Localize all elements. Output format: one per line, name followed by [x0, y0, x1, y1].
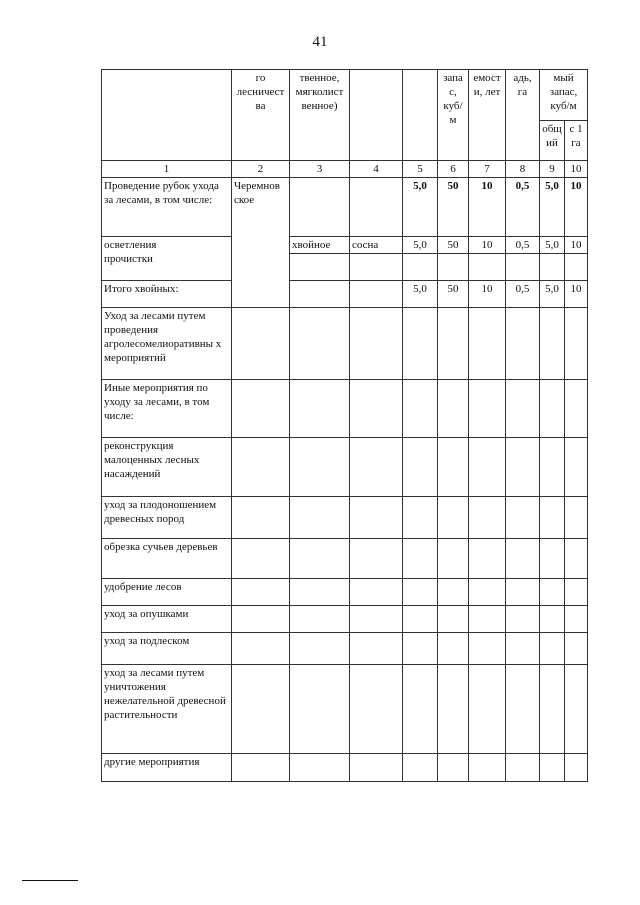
table-row [102, 438, 588, 497]
header-cell-10: с 1 га [565, 121, 588, 161]
cell [232, 633, 290, 665]
cell [438, 539, 469, 579]
cell [565, 380, 588, 438]
table-row [102, 606, 588, 633]
cell-value: 50 [438, 237, 469, 254]
cell [469, 254, 506, 281]
header-cell-3: твенное, мягколист венное) [290, 70, 350, 161]
colnum-10: 10 [565, 161, 588, 178]
cell [565, 254, 588, 281]
cell-value: 5,0 [540, 178, 565, 237]
footnote-rule [22, 880, 78, 881]
cell-value: 50 [438, 281, 469, 308]
cell [438, 254, 469, 281]
cell [565, 633, 588, 665]
cell [403, 754, 438, 782]
cell [350, 579, 403, 606]
cell-value: сосна [350, 237, 403, 254]
cell-value: 0,5 [506, 178, 540, 237]
cell-value: 0,5 [506, 237, 540, 254]
header-cell-6: запа с, куб/ м [438, 70, 469, 161]
cell-value: 5,0 [540, 237, 565, 254]
row-label: обрезка сучьев деревьев [102, 539, 232, 579]
cell [438, 438, 469, 497]
colnum-3: 3 [290, 161, 350, 178]
colnum-6: 6 [438, 161, 469, 178]
cell [403, 254, 438, 281]
table-row [102, 539, 588, 579]
cell [469, 380, 506, 438]
cell [506, 579, 540, 606]
row-label: уход за плодоношением древесных пород [102, 497, 232, 539]
cell [290, 539, 350, 579]
cell [350, 308, 403, 380]
cell-value: 5,0 [540, 281, 565, 308]
cell [290, 254, 350, 281]
cell [350, 665, 403, 754]
cell [350, 606, 403, 633]
cell-value: 10 [469, 281, 506, 308]
colnum-4: 4 [350, 161, 403, 178]
colnum-7: 7 [469, 161, 506, 178]
cell [403, 579, 438, 606]
row-label: Иные мероприятия по уходу за лесами, в том числе: [102, 380, 232, 438]
table-row [102, 308, 588, 380]
cell [540, 380, 565, 438]
cell-value: 10 [565, 237, 588, 254]
cell [350, 633, 403, 665]
row-label: Проведение рубок ухода за лесами, в том числе: [102, 178, 232, 237]
row-label: Итого хвойных: [102, 281, 232, 308]
cell-value: 10 [565, 178, 588, 237]
cell [506, 254, 540, 281]
cell [350, 438, 403, 497]
table-row [102, 497, 588, 539]
row-label: уход за подлеском [102, 633, 232, 665]
cell [565, 497, 588, 539]
table-row [102, 281, 588, 308]
header-cell-7: емост и, лет [469, 70, 506, 161]
row-label: Уход за лесами путем проведения агролесомелиоративны х мероприятий [102, 308, 232, 380]
cell [232, 539, 290, 579]
cell [350, 281, 403, 308]
cell [540, 606, 565, 633]
cell [290, 281, 350, 308]
cell [438, 380, 469, 438]
cell [290, 579, 350, 606]
colnum-2: 2 [232, 161, 290, 178]
header-cell-9-10: мый запас, куб/м [540, 70, 588, 121]
cell [540, 633, 565, 665]
cell [232, 380, 290, 438]
cell [350, 178, 403, 237]
colnum-8: 8 [506, 161, 540, 178]
cell [540, 754, 565, 782]
table-row [102, 579, 588, 606]
cell [469, 606, 506, 633]
table-row [102, 237, 588, 254]
cell [540, 665, 565, 754]
row-label: уход за опушками [102, 606, 232, 633]
row-label: уход за лесами путем уничтожения нежелательной древесной растительности [102, 665, 232, 754]
cell [565, 438, 588, 497]
table-row [102, 633, 588, 665]
cell [438, 606, 469, 633]
cell [540, 539, 565, 579]
cell [232, 665, 290, 754]
row-label: реконструкция малоценных лесных насаждений [102, 438, 232, 497]
cell [290, 754, 350, 782]
cell [290, 308, 350, 380]
row-label: удобрение лесов [102, 579, 232, 606]
table-row [102, 754, 588, 782]
cell [469, 754, 506, 782]
cell-value: 10 [469, 237, 506, 254]
cell-value: 0,5 [506, 281, 540, 308]
cell [350, 497, 403, 539]
cell [565, 606, 588, 633]
cell [469, 308, 506, 380]
colnum-1: 1 [102, 161, 232, 178]
cell [232, 308, 290, 380]
cell [290, 380, 350, 438]
cell [350, 254, 403, 281]
colnum-5: 5 [403, 161, 438, 178]
cell [506, 308, 540, 380]
cell [290, 438, 350, 497]
cell [565, 665, 588, 754]
cell [469, 579, 506, 606]
cell [469, 438, 506, 497]
cell-value: 10 [469, 178, 506, 237]
cell [506, 665, 540, 754]
cell [469, 633, 506, 665]
cell [506, 606, 540, 633]
cell [403, 380, 438, 438]
cell [232, 606, 290, 633]
cell [403, 665, 438, 754]
row-label-line: осветления [104, 239, 157, 251]
cell [540, 308, 565, 380]
cell [403, 497, 438, 539]
cell [350, 539, 403, 579]
cell [469, 665, 506, 754]
cell [506, 539, 540, 579]
page-number: 41 [312, 34, 328, 50]
header-row [102, 70, 588, 121]
cell [438, 308, 469, 380]
column-numbers-row [102, 161, 588, 178]
cell-value: 5,0 [403, 178, 438, 237]
header-cell-8: адь, га [506, 70, 540, 161]
cell [290, 665, 350, 754]
header-cell-4 [350, 70, 403, 161]
row-label: другие мероприятия [102, 754, 232, 782]
cell [506, 754, 540, 782]
cell [232, 579, 290, 606]
cell [540, 497, 565, 539]
cell [350, 754, 403, 782]
cell [565, 579, 588, 606]
cell [232, 497, 290, 539]
cell [565, 308, 588, 380]
cell [506, 633, 540, 665]
header-cell-5 [403, 70, 438, 161]
cell [438, 579, 469, 606]
cell [540, 579, 565, 606]
table-row [102, 380, 588, 438]
forest-care-table [101, 69, 588, 782]
cell-value: 5,0 [403, 281, 438, 308]
cell [290, 497, 350, 539]
cell [438, 633, 469, 665]
cell [438, 754, 469, 782]
cell [290, 633, 350, 665]
table-row [102, 665, 588, 754]
row-label-line: прочистки [104, 253, 153, 265]
cell [403, 308, 438, 380]
cell-value: хвойное [290, 237, 350, 254]
cell [469, 497, 506, 539]
cell [540, 254, 565, 281]
row-label [102, 237, 232, 281]
cell [565, 539, 588, 579]
cell [232, 438, 290, 497]
cell [403, 606, 438, 633]
header-cell-1 [102, 70, 232, 161]
cell [469, 539, 506, 579]
cell [506, 497, 540, 539]
cell [565, 754, 588, 782]
cell [438, 665, 469, 754]
cell-value: 10 [565, 281, 588, 308]
cell [506, 380, 540, 438]
header-cell-2: го лесничест ва [232, 70, 290, 161]
cell [290, 606, 350, 633]
cell [540, 438, 565, 497]
cell [232, 754, 290, 782]
lesnichestvo-cell: Черемнов ское [232, 178, 290, 308]
cell [403, 633, 438, 665]
cell-value: 5,0 [403, 237, 438, 254]
header-cell-9: общ ий [540, 121, 565, 161]
cell-value: 50 [438, 178, 469, 237]
cell [438, 497, 469, 539]
cell [506, 438, 540, 497]
cell [403, 539, 438, 579]
colnum-9: 9 [540, 161, 565, 178]
cell [403, 438, 438, 497]
table-row [102, 178, 588, 237]
cell [290, 178, 350, 237]
cell [350, 380, 403, 438]
